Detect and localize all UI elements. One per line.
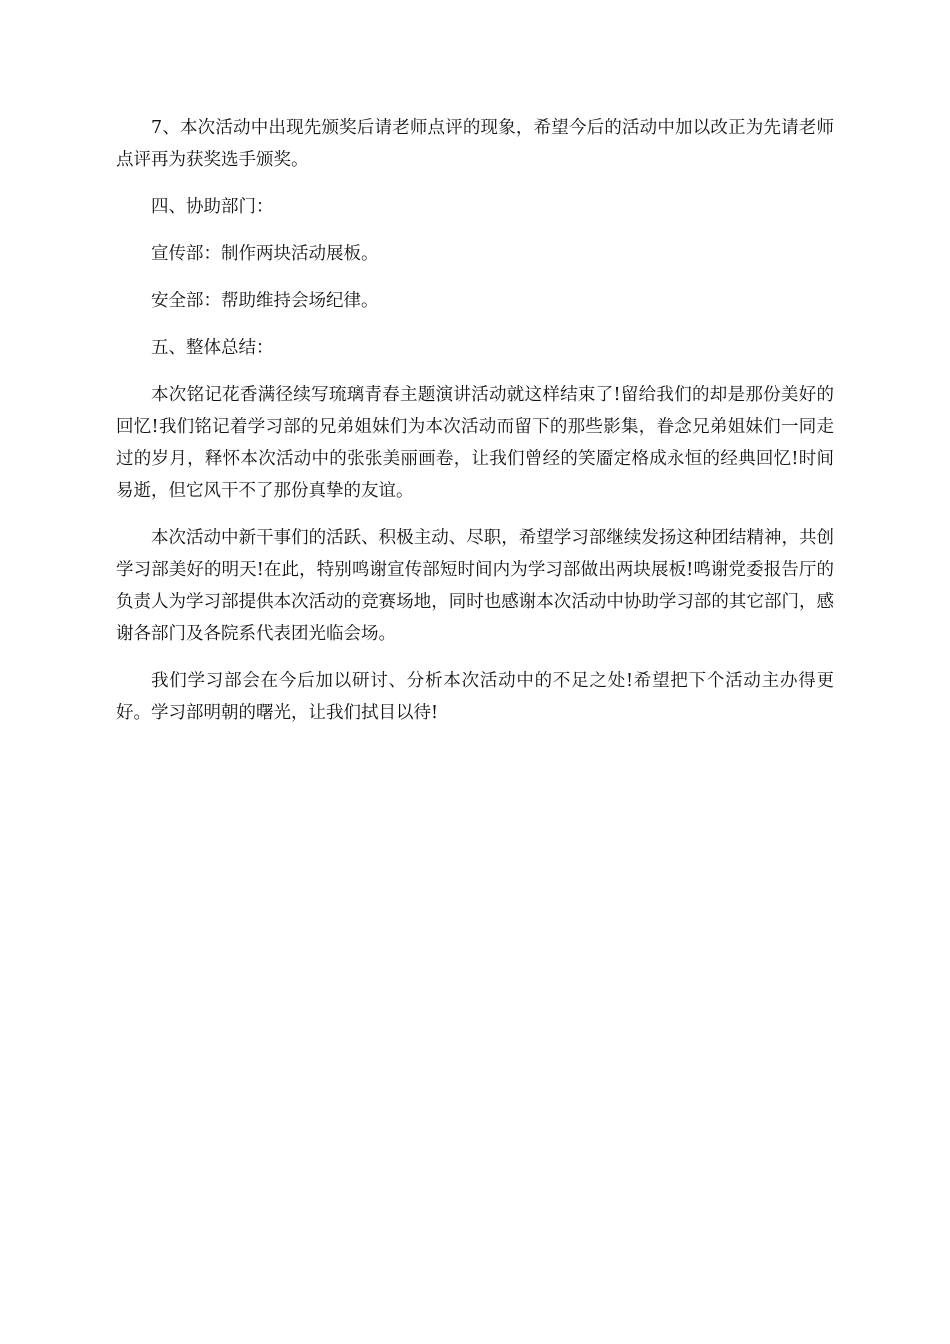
- paragraph-summary-2: 本次活动中新干事们的活跃、积极主动、尽职，希望学习部继续发扬这种团结精神，共创学习部美好的明天!在此，特别鸣谢宣传部短时间内为学习部做出两块展板!鸣谢党委报告厅的负责人为学习部提供本次活动的竞赛场地，同时也感谢本次活动中协助学习部的其它部门，感谢各部门及各院系代表团光临会场。: [116, 528, 834, 644]
- section-heading-assisting-departments: 四、协助部门：: [151, 197, 274, 217]
- paragraph-summary-1: 本次铭记花香满径续写琉璃青春主题演讲活动就这样结束了!留给我们的却是那份美好的回忆!我们铭记着学习部的兄弟姐妹们为本次活动而留下的那些影集，眷念兄弟姐妹们一同走过的岁月，释怀本次活动中的张张美丽画卷，让我们曾经的笑靥定格成永恒的经典回忆!时间易逝，但它风干不了那份真挚的友谊。: [116, 385, 834, 501]
- paragraph-publicity-department: 宣传部：制作两块活动展板。: [151, 244, 379, 264]
- paragraph-security-department: 安全部：帮助维持会场纪律。: [151, 291, 379, 311]
- section-heading-overall-summary: 五、整体总结：: [151, 338, 274, 358]
- document-body: [116, 112, 834, 744]
- paragraph-summary-3: 我们学习部会在今后加以研讨、分析本次活动中的不足之处!希望把下个活动主办得更好。学习部明朝的曙光，让我们拭目以待!: [116, 671, 834, 723]
- paragraph-item-7: 7、本次活动中出现先颁奖后请老师点评的现象，希望今后的活动中加以改正为先请老师点评再为获奖选手颁奖。: [116, 118, 834, 170]
